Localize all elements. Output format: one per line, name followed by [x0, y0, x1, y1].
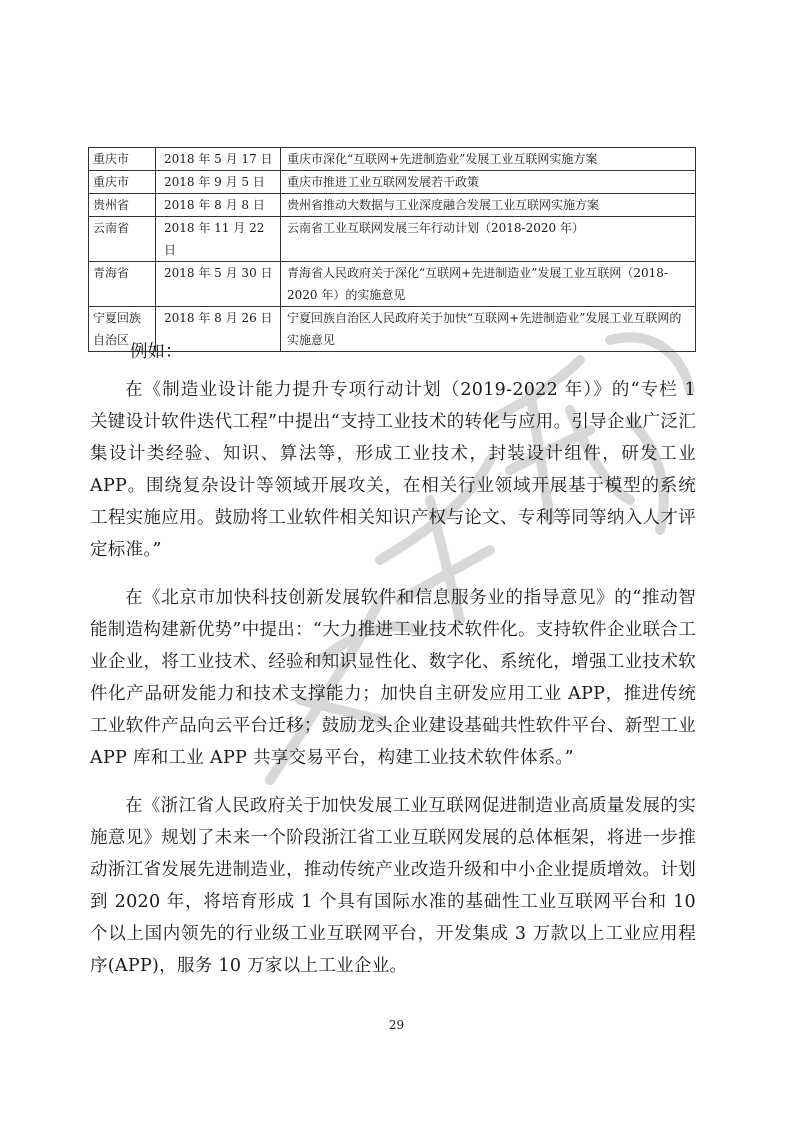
policy-title-cell: 云南省工业互联网发展三年行动计划（2018-2020 年）	[281, 217, 696, 262]
policy-title-cell: 贵州省推动大数据与工业深度融合发展工业互联网实施方案	[281, 194, 696, 217]
province-cell: 宁夏回族自治区	[89, 307, 156, 352]
policy-table	[88, 147, 696, 352]
table-row	[89, 217, 696, 262]
body-text	[90, 374, 696, 998]
example-label: 例如：	[130, 342, 183, 362]
province-cell: 重庆市	[89, 171, 156, 194]
province-cell: 青海省	[89, 262, 156, 307]
page-number: 29	[388, 1018, 405, 1032]
province-cell: 云南省	[89, 217, 156, 262]
policy-title-cell: 重庆市推进工业互联网发展若干政策	[281, 171, 696, 194]
table-row	[89, 194, 696, 217]
paragraph: 在《浙江省人民政府关于加快发展工业互联网促进制造业高质量发展的实施意见》规划了未来一个阶段浙江省工业互联网发展的总体框架，将进一步推动浙江省发展先进制造业，推动传统产业改造升级和中小企业提质增效。计划到 2020 年，将培育形成 1 个具有国际水准的基础性工业互联网平台和 10 个以上国内领先的行业级工业互联网平台，开发集成 3 万款以上工业应用程序(APP)，服务 10 万家以上工业企业。	[90, 796, 696, 976]
date-cell: 2018 年 8 月 26 日	[156, 307, 281, 352]
date-cell: 2018 年 5 月 17 日	[156, 148, 281, 171]
date-cell: 2018 年 11 月 22 日	[156, 217, 281, 262]
date-cell: 2018 年 9 月 5 日	[156, 171, 281, 194]
policy-title-cell: 宁夏回族自治区人民政府关于加快“互联网+先进制造业”发展工业互联网的实施意见	[281, 307, 696, 352]
table-row	[89, 262, 696, 307]
paragraph: 在《制造业设计能力提升专项行动计划（2019-2022 年）》的“专栏 1 关键设计软件迭代工程”中提出“支持工业技术的转化与应用。引导企业广泛汇集设计类经验、知识、算法等，形成工业技术，封装设计组件，研发工业 APP。围绕复杂设计等领域开展攻关，在相关行业领域开展基于模型的系统工程实施应用。鼓励将工业软件相关知识产权与论文、专利等同等纳入人才评定标准。”	[90, 380, 696, 560]
date-cell: 2018 年 5 月 30 日	[156, 262, 281, 307]
policy-title-cell: 重庆市深化“互联网+先进制造业”发展工业互联网实施方案	[281, 148, 696, 171]
paragraph: 在《北京市加快科技创新发展软件和信息服务业的指导意见》的“推动智能制造构建新优势”中提出：“大力推进工业技术软件化。支持软件企业联合工业企业，将工业技术、经验和知识显性化、数字化、系统化，增强工业技术软件化产品研发能力和技术支撑能力；加快自主研发应用工业 APP，推进传统工业软件产品向云平台迁移；鼓励龙头企业建设基础共性软件平台、新型工业 APP 库和工业 APP 共享交易平台，构建工业技术软件体系。”	[90, 588, 696, 768]
policy-title-cell: 青海省人民政府关于深化“互联网+先进制造业”发展工业互联网（2018-2020 年）的实施意见	[281, 262, 696, 307]
province-cell: 贵州省	[89, 194, 156, 217]
province-cell: 重庆市	[89, 148, 156, 171]
date-cell: 2018 年 8 月 8 日	[156, 194, 281, 217]
table-row	[89, 171, 696, 194]
table-row	[89, 148, 696, 171]
